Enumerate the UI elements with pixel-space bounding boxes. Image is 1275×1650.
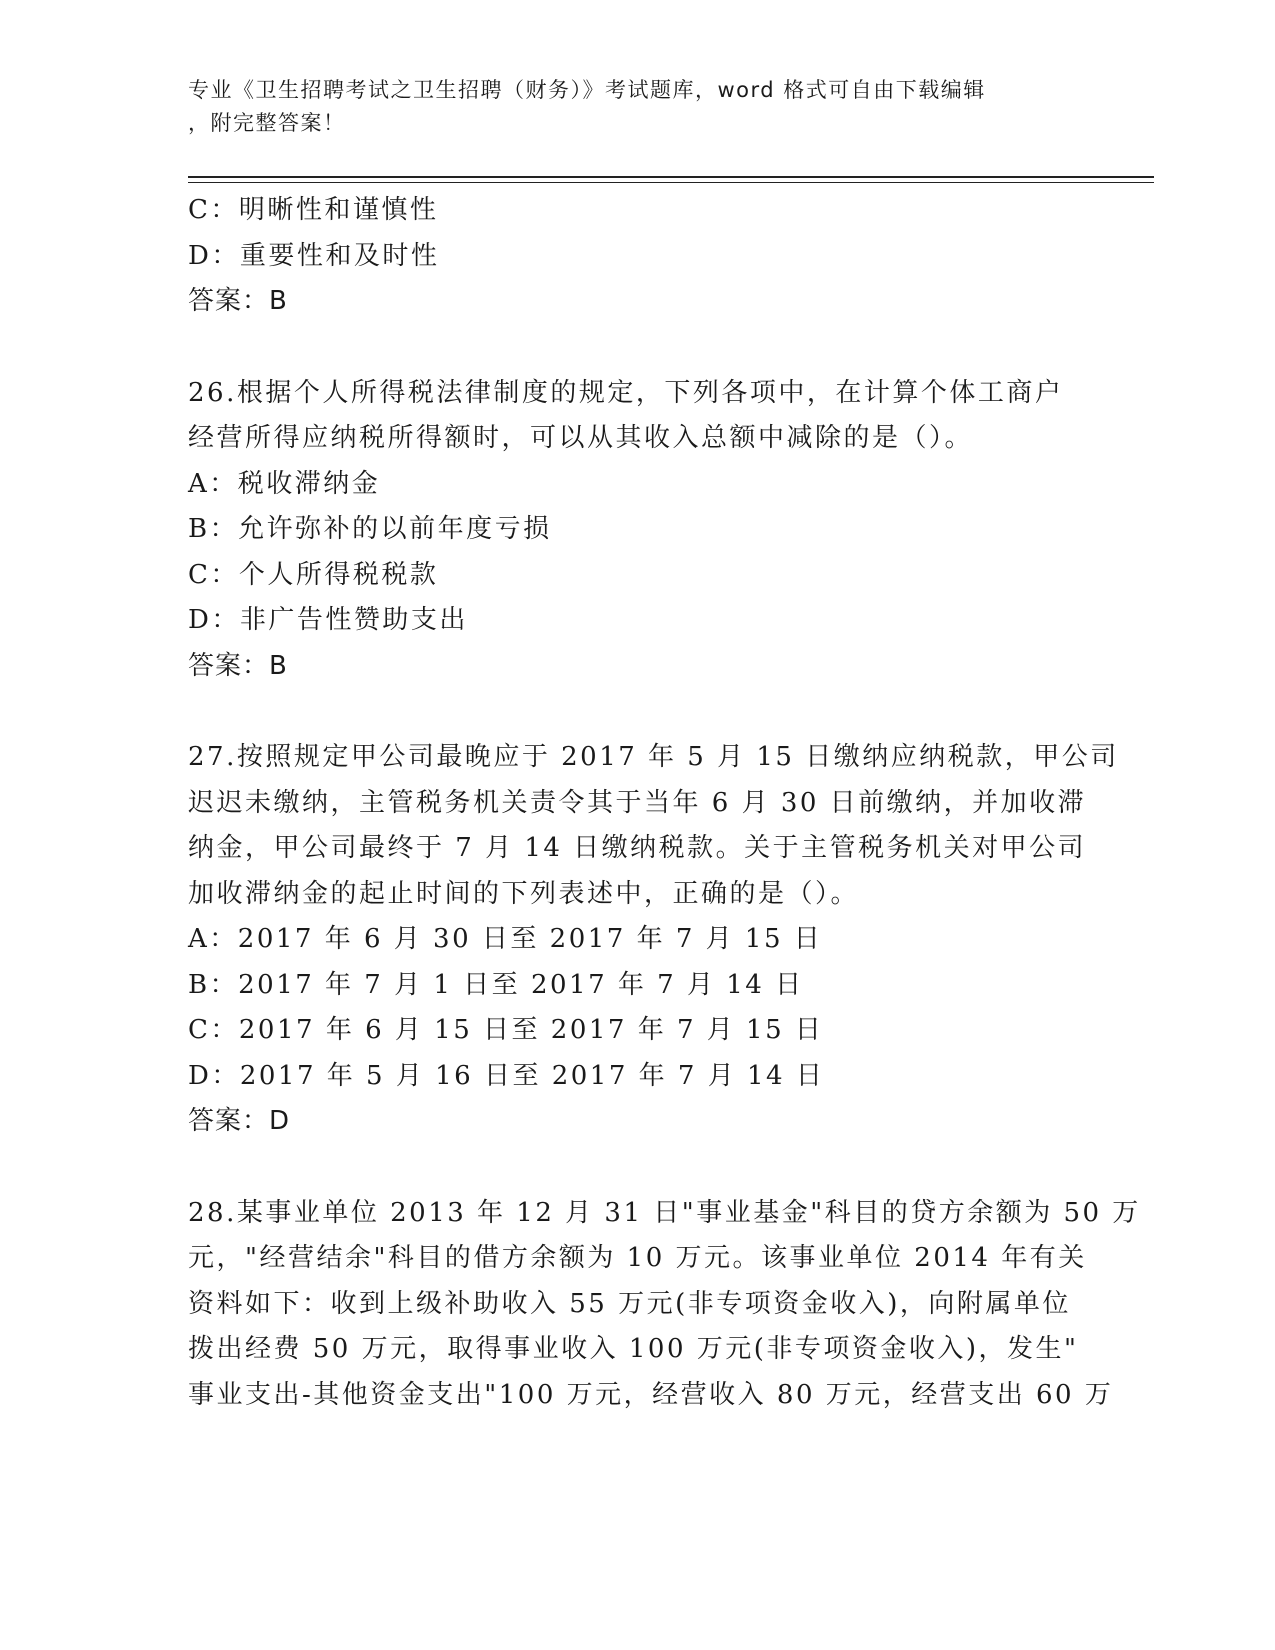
header-divider <box>188 176 1154 178</box>
option-c: C：2017 年 6 月 15 日至 2017 年 7 月 15 日 <box>188 1015 824 1045</box>
option-d: D：非广告性赞助支出 <box>188 605 468 635</box>
question-25-tail <box>188 188 1088 325</box>
page-header <box>188 74 1088 140</box>
answer: 答案：B <box>188 650 288 681</box>
option-c: C：个人所得税税款 <box>188 559 439 590</box>
answer: 答案：D <box>188 1106 291 1136</box>
question-stem-line: 加收滞纳金的起止时间的下列表述中，正确的是（）。 <box>188 878 860 909</box>
question-stem-line: 元，"经营结余"科目的借方余额为 10 万元。该事业单位 2014 年有关 <box>188 1243 1087 1273</box>
option-a: A：2017 年 6 月 30 日至 2017 年 7 月 15 日 <box>188 924 823 954</box>
question-stem-line: 纳金，甲公司最终于 7 月 14 日缴纳税款。关于主管税务机关对甲公司 <box>188 833 1087 863</box>
option-b: B：2017 年 7 月 1 日至 2017 年 7 月 14 日 <box>188 969 804 1000</box>
question-content <box>188 188 1141 1418</box>
option-a: A：税收滞纳金 <box>188 468 381 499</box>
question-28 <box>188 1191 1141 1419</box>
question-stem-line: 28.某事业单位 2013 年 12 月 31 日"事业基金"科目的贷方余额为 50 万 <box>188 1197 1141 1228</box>
question-stem-line: 拨出经费 50 万元，取得事业收入 100 万元(非专项资金收入)，发生" <box>188 1334 1079 1364</box>
question-stem-line: 资料如下：收到上级补助收入 55 万元(非专项资金收入)，向附属单位 <box>188 1288 1071 1319</box>
header-line-1: 专业《卫生招聘考试之卫生招聘（财务）》考试题库，word 格式可自由下载编辑 <box>188 78 986 102</box>
question-26 <box>188 371 1088 690</box>
question-stem-line: 经营所得应纳税所得额时，可以从其收入总额中减除的是（）。 <box>188 423 974 453</box>
question-stem-line: 27.按照规定甲公司最晚应于 2017 年 5 月 15 日缴纳应纳税款，甲公司 <box>188 742 1119 772</box>
option-d: D：2017 年 5 月 16 日至 2017 年 7 月 14 日 <box>188 1060 825 1091</box>
question-stem-line: 26.根据个人所得税法律制度的规定，下列各项中，在计算个体工商户 <box>188 377 1064 408</box>
question-stem-line: 事业支出-其他资金支出"100 万元，经营收入 80 万元，经营支出 60 万 <box>188 1379 1114 1410</box>
question-27 <box>188 735 1119 1145</box>
answer: 答案：B <box>188 286 288 316</box>
option-c: C：明晰性和谨慎性 <box>188 195 439 225</box>
option-b: B：允许弥补的以前年度亏损 <box>188 514 552 544</box>
header-divider-thin <box>188 182 1154 183</box>
option-d: D：重要性和及时性 <box>188 240 440 271</box>
header-line-2: ，附完整答案！ <box>188 111 346 135</box>
question-stem-line: 迟迟未缴纳，主管税务机关责令其于当年 6 月 30 日前缴纳，并加收滞 <box>188 787 1087 818</box>
